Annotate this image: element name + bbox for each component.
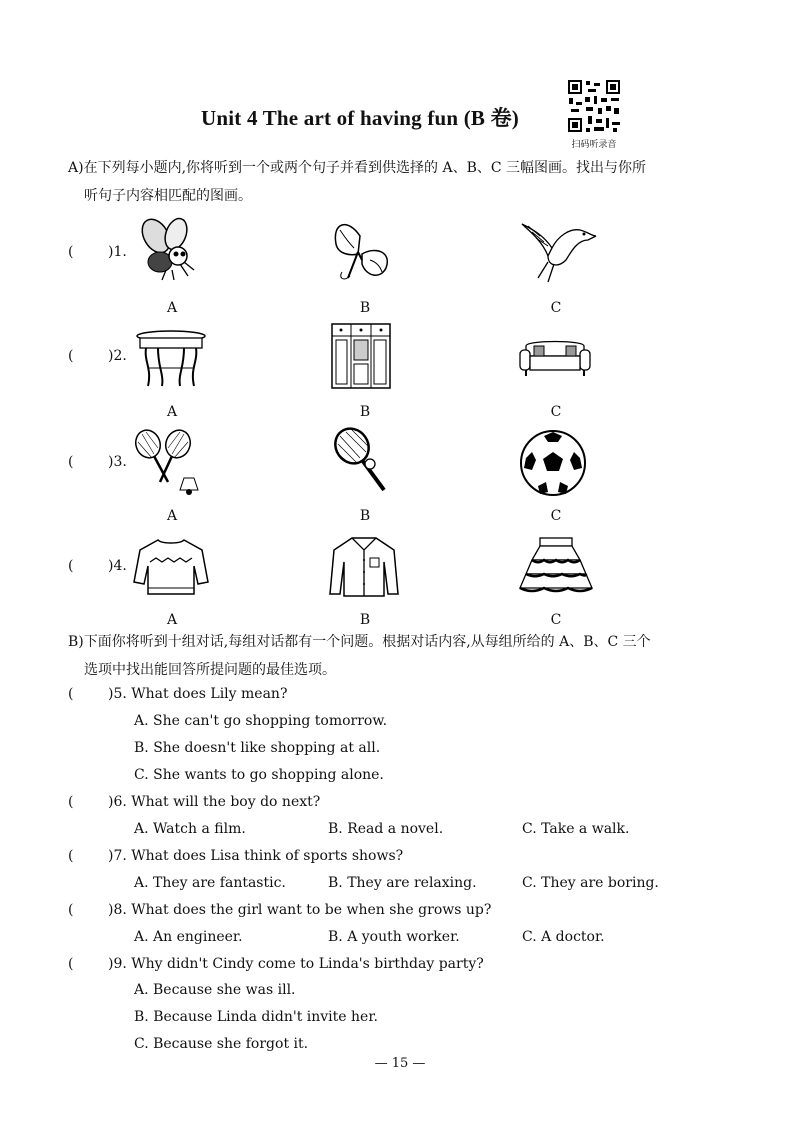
section-b-instructions bbox=[68, 628, 651, 684]
option-b: B. Read a novel. bbox=[328, 821, 444, 837]
option-c: C. She wants to go shopping alone. bbox=[134, 767, 384, 783]
section-a-line-1: A)在下列每小题内,你将听到一个或两个句子并看到供选择的 A、B、C 三幅图画。找出与你所 bbox=[68, 160, 647, 176]
butterfly-icon bbox=[326, 216, 396, 286]
answer-blank: ( bbox=[68, 686, 74, 702]
football-icon bbox=[518, 428, 588, 498]
option-letter: B bbox=[359, 612, 371, 628]
option-a: A. Because she was ill. bbox=[134, 982, 296, 998]
skirt-icon bbox=[518, 536, 594, 594]
answer-blank: ( bbox=[68, 902, 74, 918]
section-b-line-1: B)下面你将听到十组对话,每组对话都有一个问题。根据对话内容,从每组所给的 A、B、C 三个 bbox=[68, 634, 651, 650]
answer-blank: ( bbox=[68, 848, 74, 864]
qr-caption: 扫码听录音 bbox=[571, 140, 617, 150]
option-letter: C bbox=[550, 404, 562, 420]
option-c: C. Because she forgot it. bbox=[134, 1036, 309, 1052]
option-b: B. Because Linda didn't invite her. bbox=[134, 1009, 378, 1025]
answer-blank: ( bbox=[68, 794, 74, 810]
answer-blank: ( bbox=[68, 956, 74, 972]
section-a-line-2: 听句子内容相匹配的图画。 bbox=[84, 188, 252, 204]
qr-code-icon bbox=[566, 78, 622, 134]
question-number: )2. bbox=[108, 348, 127, 364]
bird-icon bbox=[518, 216, 598, 286]
option-c: C. A doctor. bbox=[522, 929, 605, 945]
question-text: )8. What does the girl want to be when she grows up? bbox=[108, 902, 492, 918]
fly-icon bbox=[136, 216, 202, 286]
question-number: )1. bbox=[108, 244, 127, 260]
question-text: )5. What does Lily mean? bbox=[108, 686, 288, 702]
answer-blank: ( bbox=[68, 244, 74, 260]
option-letter: C bbox=[550, 508, 562, 524]
section-a-instructions bbox=[68, 154, 646, 210]
option-c: C. They are boring. bbox=[522, 875, 659, 891]
option-a: A. They are fantastic. bbox=[134, 875, 286, 891]
answer-blank: ( bbox=[68, 558, 74, 574]
shirt-icon bbox=[328, 534, 400, 600]
option-c: C. Take a walk. bbox=[522, 821, 630, 837]
option-letter: A bbox=[166, 404, 178, 420]
option-letter: A bbox=[166, 300, 178, 316]
option-letter: C bbox=[550, 300, 562, 316]
option-letter: B bbox=[359, 300, 371, 316]
table-icon bbox=[134, 328, 208, 390]
option-a: A. An engineer. bbox=[134, 929, 243, 945]
answer-blank: ( bbox=[68, 348, 74, 364]
question-text: )7. What does Lisa think of sports shows? bbox=[108, 848, 404, 864]
sofa-icon bbox=[518, 336, 592, 378]
option-b: B. She doesn't like shopping at all. bbox=[134, 740, 381, 756]
page-number: — 15 — bbox=[374, 1056, 426, 1071]
option-a: A. Watch a film. bbox=[134, 821, 246, 837]
tennis-racket-icon bbox=[332, 426, 392, 496]
question-number: )3. bbox=[108, 454, 127, 470]
question-number: )4. bbox=[108, 558, 127, 574]
option-a: A. She can't go shopping tomorrow. bbox=[134, 713, 388, 729]
wardrobe-icon bbox=[330, 322, 392, 390]
question-text: )9. Why didn't Cindy come to Linda's birthday party? bbox=[108, 956, 484, 972]
page-title: Unit 4 The art of having fun (B 卷) bbox=[201, 106, 519, 130]
option-letter: A bbox=[166, 508, 178, 524]
option-letter: C bbox=[550, 612, 562, 628]
option-b: B. They are relaxing. bbox=[328, 875, 477, 891]
sweater-icon bbox=[132, 536, 210, 598]
question-text: )6. What will the boy do next? bbox=[108, 794, 321, 810]
badminton-icon bbox=[132, 428, 206, 496]
answer-blank: ( bbox=[68, 454, 74, 470]
option-letter: A bbox=[166, 612, 178, 628]
section-b-line-2: 选项中找出能回答所提问题的最佳选项。 bbox=[84, 662, 336, 678]
option-b: B. A youth worker. bbox=[328, 929, 460, 945]
option-letter: B bbox=[359, 404, 371, 420]
option-letter: B bbox=[359, 508, 371, 524]
